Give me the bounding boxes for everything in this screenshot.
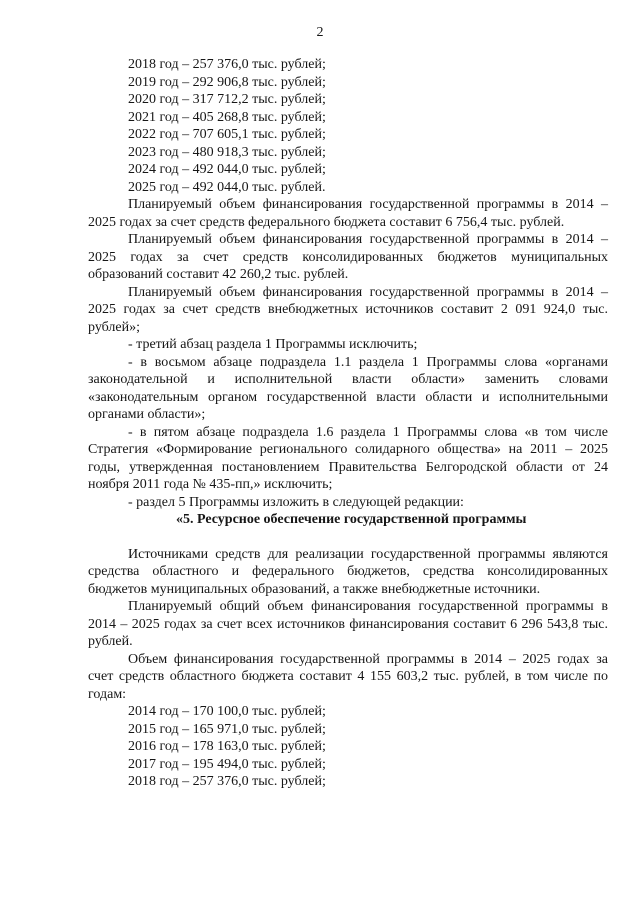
- paragraph-sources: Источниками средств для реализации государственной программы являются средства областного и федерального бюджетов, средства консолидированных бюджетов муниципальных образований, а также внебюджетные источники.: [88, 546, 608, 597]
- year-list-top: [88, 56, 608, 196]
- year-line: 2025 год – 492 044,0 тыс. рублей.: [128, 179, 326, 195]
- year-line: 2019 год – 292 906,8 тыс. рублей;: [128, 74, 326, 90]
- year-list-bottom: [88, 703, 608, 791]
- section-heading: «5. Ресурсное обеспечение государственной программы: [176, 512, 527, 527]
- year-line: 2021 год – 405 268,8 тыс. рублей;: [128, 109, 326, 125]
- paragraph-amendment-1: - третий абзац раздела 1 Программы исключить;: [128, 337, 418, 352]
- section-gap: [88, 529, 608, 546]
- year-line: 2018 год – 257 376,0 тыс. рублей;: [128, 774, 326, 789]
- paragraph-federal-budget: Планируемый объем финансирования государственной программы в 2014 – 2025 годах за счет средств федерального бюджета составит 6 756,4 тыс. рублей.: [88, 197, 608, 230]
- page-number: 2: [316, 25, 324, 40]
- year-line: 2015 год – 165 971,0 тыс. рублей;: [128, 721, 326, 737]
- year-line: 2023 год – 480 918,3 тыс. рублей;: [128, 144, 326, 160]
- paragraph-extrabudgetary: Планируемый объем финансирования государственной программы в 2014 – 2025 годах за счет средств внебюджетных источников составит 2 091 924,0 тыс. рублей»;: [88, 284, 608, 335]
- paragraph-regional-budget: Объем финансирования государственной программы в 2014 – 2025 годах за счет средств областного бюджета составит 4 155 603,2 тыс. рублей, в том числе по годам:: [88, 651, 608, 702]
- year-line: 2016 год – 178 163,0 тыс. рублей;: [128, 739, 326, 754]
- year-line: 2014 год – 170 100,0 тыс. рублей;: [128, 704, 326, 719]
- paragraph-amendment-2: - в восьмом абзаце подраздела 1.1 раздела 1 Программы слова «органами законодательной и исполнительной власти области» заменить словами «законодательным органом государственной власти области и исполнительными органами области»;: [88, 354, 608, 422]
- year-line: 2020 год – 317 712,2 тыс. рублей;: [128, 92, 326, 107]
- year-line: 2018 год – 257 376,0 тыс. рублей;: [128, 57, 326, 72]
- paragraph-total-volume: Планируемый общий объем финансирования государственной программы в 2014 – 2025 годах за счет всех источников финансирования составит 6 296 543,8 тыс. рублей.: [88, 599, 608, 649]
- year-line: 2024 год – 492 044,0 тыс. рублей;: [128, 162, 326, 177]
- paragraph-amendment-3: - в пятом абзаце подраздела 1.6 раздела 1 Программы слова «в том числе Стратегия «Формирование регионального солидарного общества» на 2011 – 2025 годы, утвержденная постановлением Правительства Белгородской области от 24 ноября 2011 года № 435-пп,» исключить;: [88, 424, 608, 492]
- document-body: [88, 56, 608, 791]
- year-line: 2022 год – 707 605,1 тыс. рублей;: [128, 127, 326, 142]
- year-line: 2017 год – 195 494,0 тыс. рублей;: [128, 756, 326, 772]
- paragraph-municipal-budgets: Планируемый объем финансирования государственной программы в 2014 – 2025 годах за счет средств консолидированных бюджетов муниципальных образований составит 42 260,2 тыс. рублей.: [88, 232, 608, 282]
- paragraph-amendment-4: - раздел 5 Программы изложить в следующей редакции:: [128, 494, 464, 510]
